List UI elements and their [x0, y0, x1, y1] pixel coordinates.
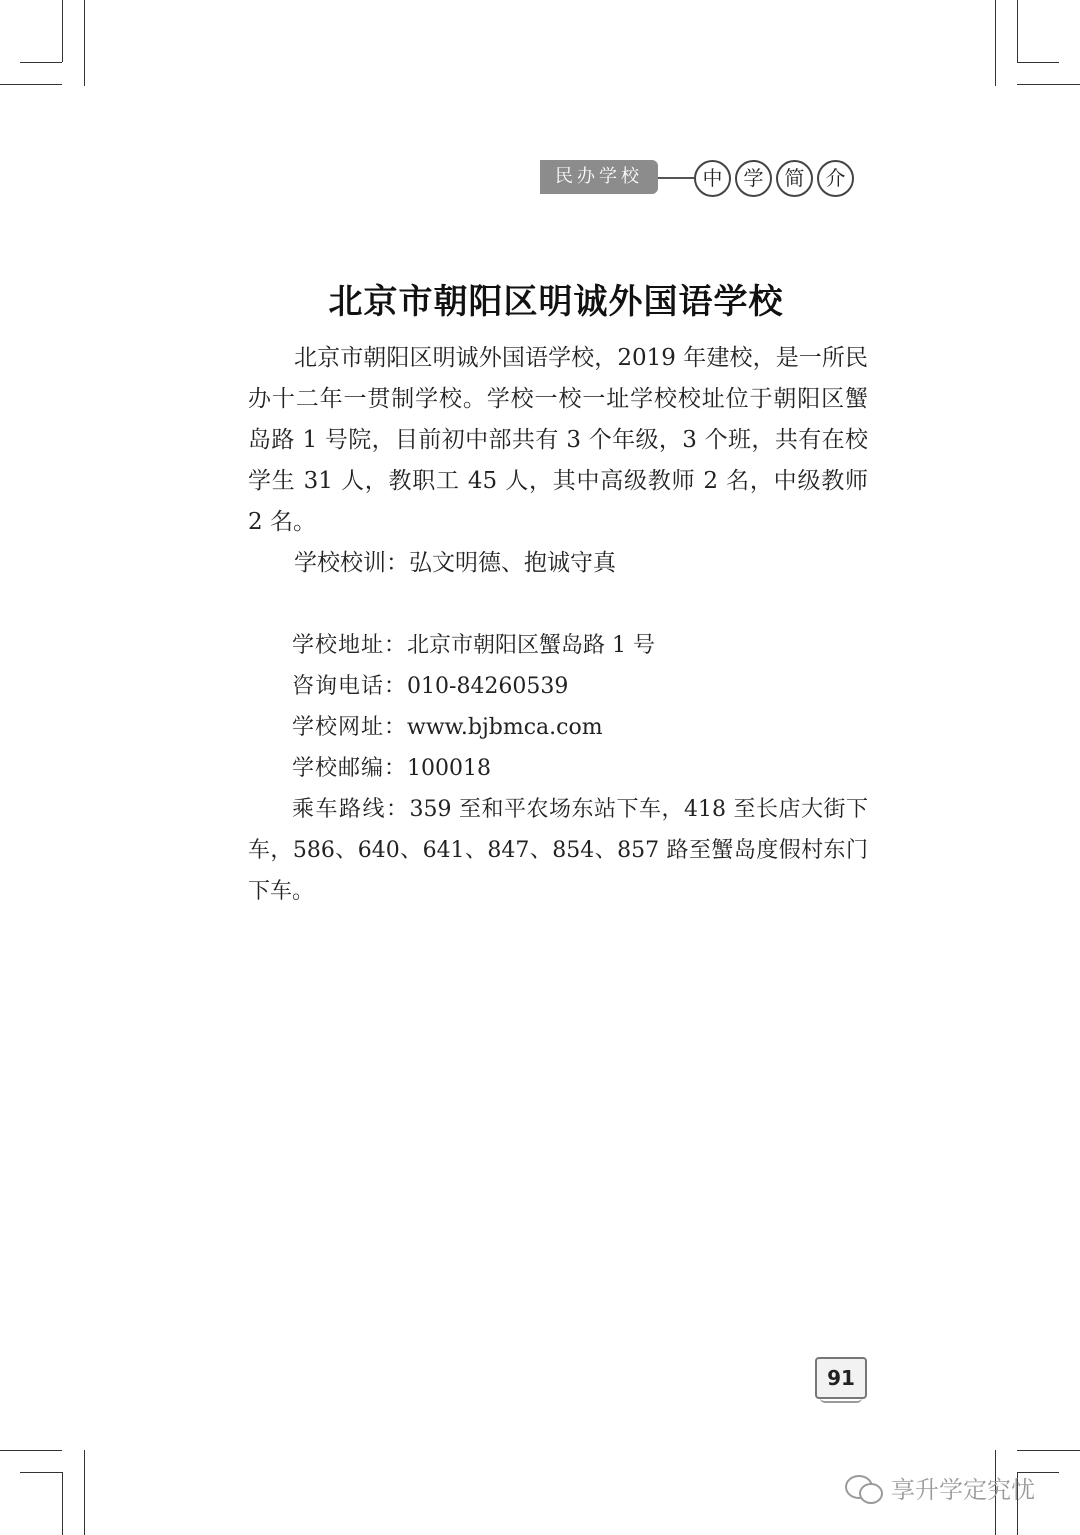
running-header	[540, 160, 870, 196]
website-label: 学校网址：	[292, 715, 408, 740]
postcode-value: 100018	[407, 756, 491, 781]
crop-mark	[84, 1450, 85, 1535]
circle-char: 中	[694, 160, 731, 197]
page-number: 91	[815, 1357, 867, 1399]
crop-mark	[1017, 0, 1018, 62]
route-row	[248, 789, 868, 912]
address-row	[248, 625, 868, 666]
phone-label: 咨询电话：	[292, 674, 408, 699]
phone-value: 010-84260539	[407, 674, 569, 699]
crop-mark	[84, 0, 85, 86]
crop-mark	[1017, 84, 1080, 85]
route-label: 乘车路线：	[292, 797, 410, 822]
postcode-row	[248, 748, 868, 789]
school-description	[248, 338, 868, 584]
contact-info	[248, 625, 868, 912]
crop-mark	[62, 1472, 63, 1535]
circle-char: 学	[735, 160, 772, 197]
crop-mark	[62, 0, 63, 62]
watermark-text: 享升学定究忧	[891, 1476, 1035, 1504]
postcode-label: 学校邮编：	[292, 756, 408, 781]
crop-mark	[20, 1472, 62, 1473]
crop-mark	[20, 62, 62, 63]
motto-text: 弘文明德、抱诚守真	[409, 550, 616, 576]
address-value: 北京市朝阳区蟹岛路 1 号	[407, 633, 655, 658]
header-circle-title	[694, 160, 854, 197]
page-title: 北京市朝阳区明诚外国语学校	[328, 282, 784, 322]
crop-mark	[995, 0, 996, 86]
crop-mark	[1017, 62, 1059, 63]
wechat-icon	[845, 1473, 883, 1503]
crop-mark	[1017, 1450, 1080, 1451]
website-value: www.bjbmca.com	[407, 715, 603, 740]
crop-mark	[0, 84, 62, 85]
section-tag: 民办学校	[540, 160, 658, 194]
intro-paragraph: 北京市朝阳区明诚外国语学校，2019 年建校，是一所民办十二年一贯制学校。学校一校一址学校校址位于朝阳区蟹岛路 1 号院，目前初中部共有 3 个年级，3 个班，共有在校学生 31 人，教职工 45 人，其中高级教师 2 名，中级教师 2 名。	[248, 345, 868, 535]
motto-label: 学校校训：	[294, 550, 409, 576]
watermark	[845, 1470, 1035, 1505]
circle-char: 简	[776, 160, 813, 197]
motto-line	[248, 543, 868, 584]
phone-row	[248, 666, 868, 707]
route-value: 359 至和平农场东站下车，418 至长店大街下车，586、640、641、847、854、857 路至蟹岛度假村东门下车。	[248, 797, 868, 904]
address-label: 学校地址：	[292, 633, 408, 658]
header-divider	[658, 177, 694, 179]
circle-char: 介	[817, 160, 854, 197]
crop-mark	[0, 1450, 62, 1451]
website-row	[248, 707, 868, 748]
